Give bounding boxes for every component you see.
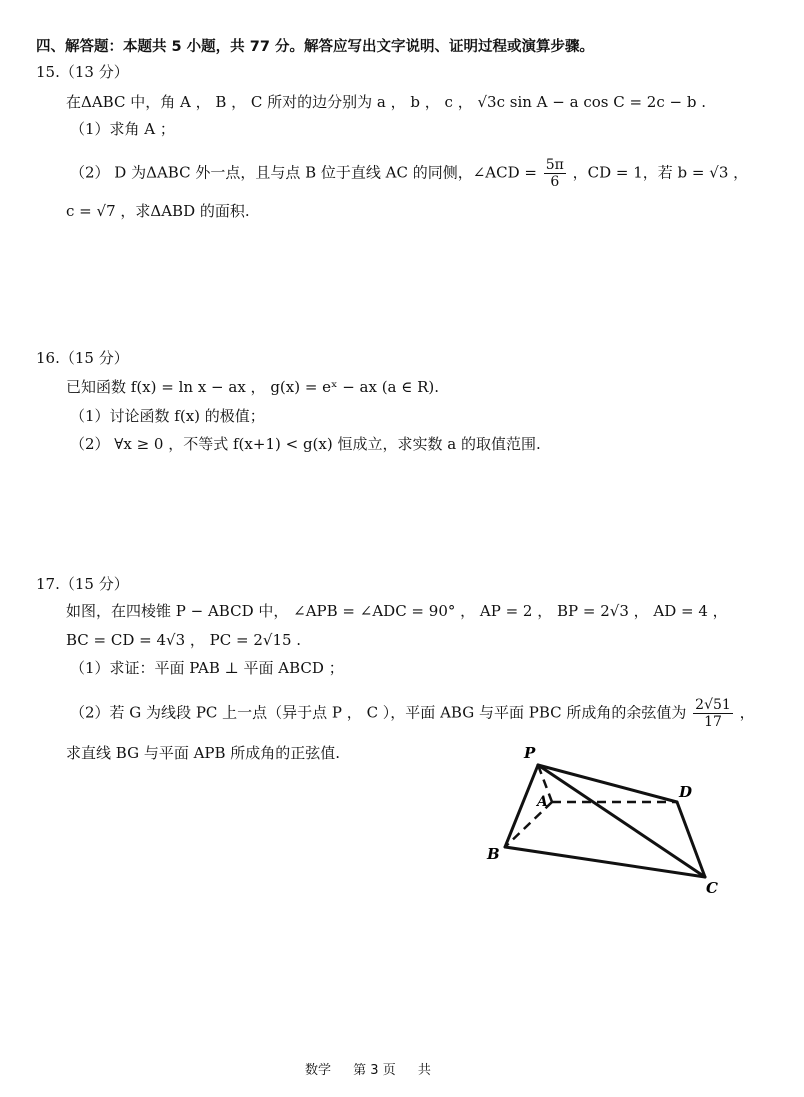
edge-pd (538, 765, 677, 802)
section-header: 四、解答题：本题共 5 小题，共 77 分。解答应写出文字说明、证明过程或演算步骤。 (36, 39, 594, 55)
problem-17-part2-tail: ， (739, 703, 755, 722)
problem-15-part2-text: （2） D 为ΔABC 外一点，且与点 B 位于直线 AC 的同侧，∠ACD = (70, 163, 537, 182)
edge-dc (677, 802, 705, 877)
edge-pc (538, 765, 705, 877)
problem-17-stem-line1: 如图，在四棱锥 P − ABCD 中， ∠APB = ∠ADC = 90° ， AP = 2 ， BP = 2√3 ， AD = 4 ， (66, 602, 728, 620)
problem-17-part2-text: （2）若 G 为线段 PC 上一点（异于点 P ， C ），平面 ABG 与平面 PBC 所成角的余弦值为 (70, 703, 687, 722)
fraction-numerator: 2√51 (695, 697, 731, 713)
label-d: D (679, 783, 693, 801)
problem-16-stem: 已知函数 f(x) = ln x − ax ， g(x) = eˣ − ax (a ∈ R). (66, 378, 440, 396)
label-a: A (537, 794, 548, 810)
problem-17-stem-line2: BC = CD = 4√3 ， PC = 2√15 . (66, 631, 302, 649)
edge-pb (505, 765, 538, 847)
problem-15-number: 15.（13 分） (36, 63, 129, 81)
edge-bc (505, 847, 705, 877)
label-b: B (487, 845, 500, 863)
footer-page: 第 3 页 (353, 1063, 396, 1078)
problem-15-part1: （1）求角 A ； (70, 120, 175, 138)
problem-15-stem: 在ΔABC 中，角 A ， B ， C 所对的边分别为 a ， b ， c ， √3c sin A − a cos C = 2c − b . (66, 93, 706, 111)
fraction-numerator: 5π (545, 157, 564, 173)
problem-16-number: 16.（15 分） (36, 349, 129, 367)
problem-16-part2: （2） ∀x ≥ 0 ，不等式 f(x+1) < g(x) 恒成立，求实数 a 的取值范围. (70, 435, 541, 453)
problem-16-part1: （1）讨论函数 f(x) 的极值； (70, 407, 265, 425)
problem-15-part2-tail: ，CD = 1，若 b = √3 ， (572, 163, 749, 182)
label-p: P (524, 744, 536, 762)
problem-17-part1: （1）求证：平面 PAB ⊥ 平面 ABCD ； (70, 659, 344, 677)
page-footer (305, 1059, 449, 1078)
footer-total: 共 (417, 1063, 431, 1078)
label-c: C (706, 879, 718, 897)
fraction-denominator: 17 (704, 714, 722, 730)
problem-17-part2-line2: 求直线 BG 与平面 APB 所成角的正弦值. (66, 744, 341, 762)
problem-17-number: 17.（15 分） (36, 575, 129, 593)
fraction-denominator: 6 (550, 174, 560, 190)
footer-subject: 数学 (305, 1063, 332, 1078)
problem-15-part2-line2: c = √7 ，求ΔABD 的面积. (66, 202, 250, 220)
